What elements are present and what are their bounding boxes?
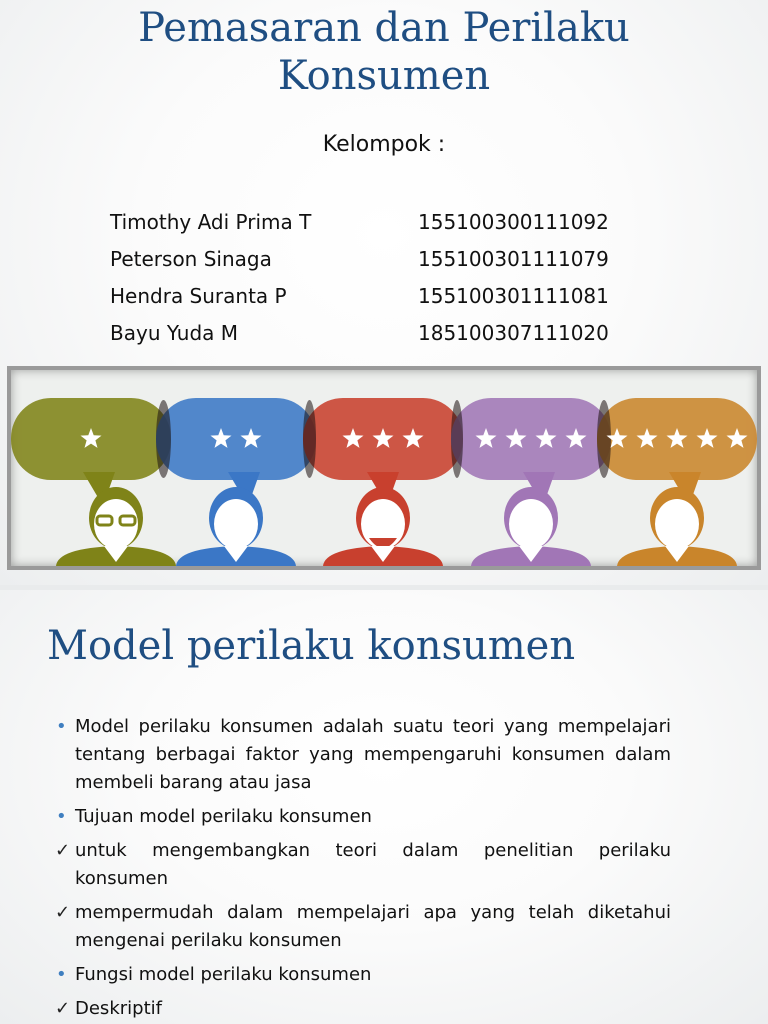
bubble-overlap bbox=[597, 400, 611, 478]
bullet-item bbox=[56, 837, 671, 893]
bullet-item bbox=[56, 713, 671, 797]
bullet-item bbox=[56, 995, 671, 1023]
speech-bubble bbox=[156, 398, 316, 480]
bullet-text: Fungsi model perilaku konsumen bbox=[75, 964, 372, 985]
member-nim: 155100300111092 bbox=[418, 210, 609, 234]
checkmark-icon: ✓ bbox=[55, 998, 71, 1019]
member-row bbox=[110, 208, 670, 245]
bubble-overlap bbox=[303, 400, 316, 478]
member-nim: 155100301111081 bbox=[418, 284, 609, 308]
member-name: Peterson Sinaga bbox=[110, 247, 272, 271]
slide-model bbox=[0, 590, 768, 1024]
bullet-text: Deskriptif bbox=[75, 998, 162, 1019]
bullet-text: untuk mengembangkan teori dalam penelitian perilaku konsumen bbox=[75, 840, 671, 889]
bullet-text: Tujuan model perilaku konsumen bbox=[75, 806, 372, 827]
bullet-item bbox=[56, 961, 671, 989]
member-row bbox=[110, 282, 670, 319]
bullet-item bbox=[56, 899, 671, 955]
checkmark-icon: ✓ bbox=[55, 902, 71, 923]
person-face bbox=[509, 499, 553, 549]
bullet-text: Model perilaku konsumen adalah suatu teori yang mempelajari tentang berbagai faktor yang mempengaruhi konsumen dalam membeli barang atau jasa bbox=[75, 716, 671, 793]
slide-title-heading bbox=[0, 4, 768, 100]
person-face bbox=[655, 499, 699, 549]
bullet-dot-icon: • bbox=[56, 806, 67, 827]
member-nim: 155100301111079 bbox=[418, 247, 609, 271]
bullet-item bbox=[56, 803, 671, 831]
bullet-list bbox=[56, 713, 671, 1024]
title-line-1: Pemasaran dan Perilaku bbox=[138, 5, 630, 51]
member-list bbox=[110, 208, 670, 356]
title-line-2: Konsumen bbox=[277, 53, 491, 99]
speech-bubble bbox=[451, 398, 611, 480]
member-name: Bayu Yuda M bbox=[110, 321, 239, 345]
bullet-text: mempermudah dalam mempelajari apa yang telah diketahui mengenai perilaku konsumen bbox=[75, 902, 671, 951]
member-row bbox=[110, 245, 670, 282]
bubble-overlap bbox=[451, 400, 463, 478]
bullet-dot-icon: • bbox=[56, 716, 67, 737]
person-face bbox=[214, 499, 258, 549]
bullet-dot-icon: • bbox=[56, 964, 67, 985]
slide-model-title: Model perilaku konsumen bbox=[47, 623, 576, 669]
group-label: Kelompok : bbox=[322, 132, 446, 157]
checkmark-icon: ✓ bbox=[55, 840, 71, 861]
rating-speech-bubbles-illustration bbox=[7, 366, 761, 570]
member-row bbox=[110, 319, 670, 356]
illustration-canvas bbox=[11, 370, 757, 566]
member-name: Hendra Suranta P bbox=[110, 284, 287, 308]
member-name: Timothy Adi Prima T bbox=[110, 210, 312, 234]
bubble-overlap bbox=[156, 400, 171, 478]
member-nim: 185100307111020 bbox=[418, 321, 609, 345]
